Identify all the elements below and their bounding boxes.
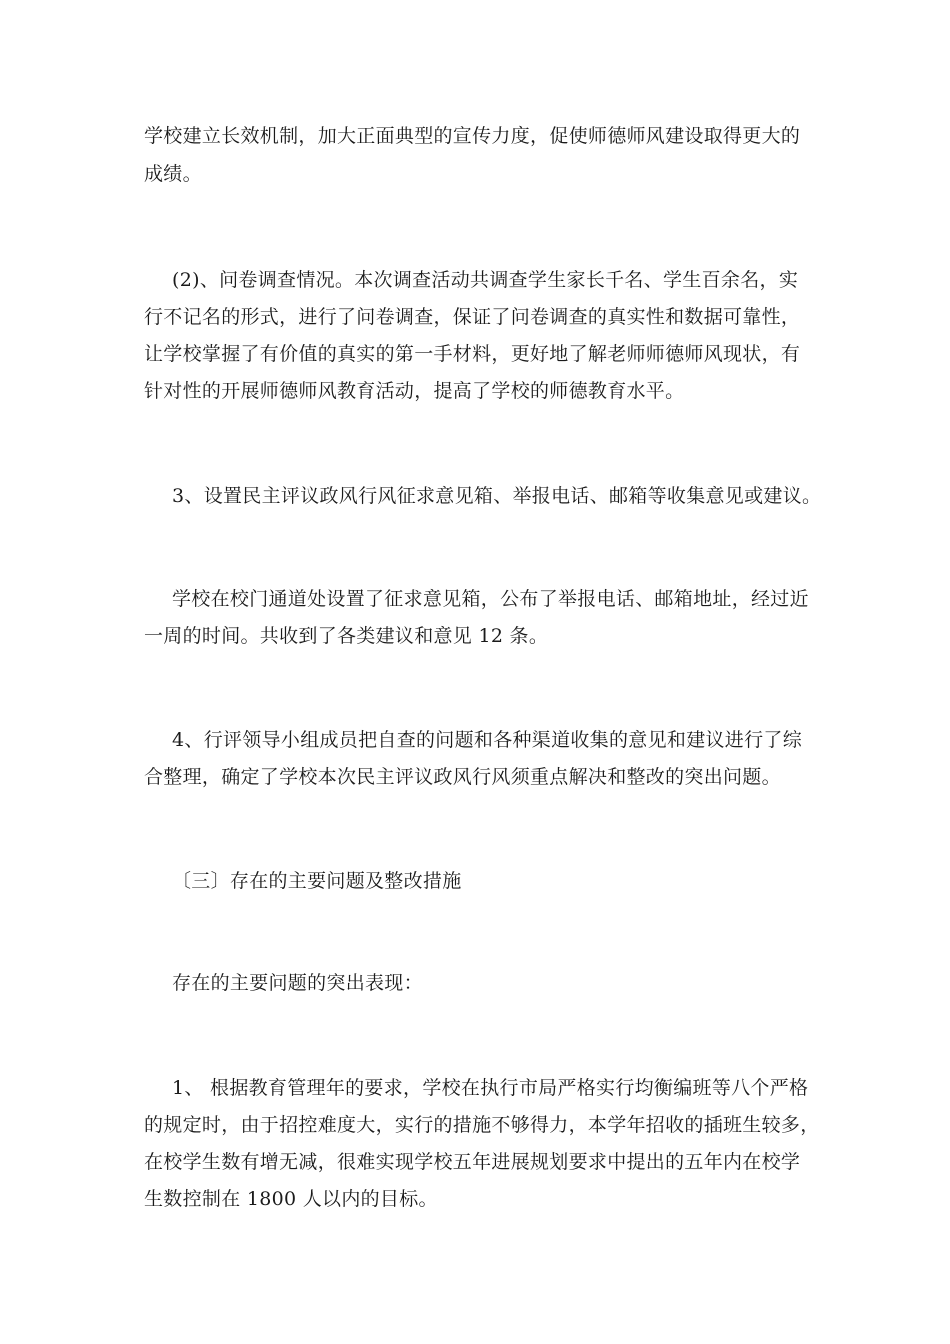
paragraph-line: 生数控制在 1800 人以内的目标。: [144, 1188, 438, 1210]
paragraph-line: 合整理，确定了学校本次民主评议政风行风须重点解决和整改的突出问题。: [144, 766, 781, 788]
paragraph-line: 学校建立长效机制，加大正面典型的宣传力度，促使师德师风建设取得更大的: [144, 125, 801, 147]
paragraph-line: 行不记名的形式，进行了问卷调查，保证了问卷调查的真实性和数据可靠性，: [144, 306, 801, 328]
section-heading: 〔三〕存在的主要问题及整改措施: [172, 870, 462, 892]
paragraph-line: (2)、问卷调查情况。本次调查活动共调查学生家长千名、学生百余名，实: [172, 269, 799, 291]
paragraph-line: 成绩。: [144, 163, 202, 185]
paragraph-line: 存在的主要问题的突出表现：: [172, 972, 423, 994]
paragraph-line: 的规定时，由于招控难度大，实行的措施不够得力，本学年招收的插班生较多，: [144, 1114, 820, 1136]
paragraph-line: 针对性的开展师德师风教育活动，提高了学校的师德教育水平。: [144, 380, 685, 402]
paragraph-line: 让学校掌握了有价值的真实的第一手材料，更好地了解老师师德师风现状，有: [144, 343, 801, 365]
paragraph-line: 1、 根据教育管理年的要求，学校在执行市局严格实行均衡编班等八个严格: [172, 1077, 809, 1099]
paragraph-line: 3、设置民主评议政风行风征求意见箱、举报电话、邮箱等收集意见或建议。: [172, 485, 822, 507]
paragraph-line: 一周的时间。共收到了各类建议和意见 12 条。: [144, 625, 549, 647]
paragraph-line: 4、行评领导小组成员把自查的问题和各种渠道收集的意见和建议进行了综: [172, 729, 802, 751]
paragraph-line: 学校在校门通道处设置了征求意见箱，公布了举报电话、邮箱地址，经过近: [172, 588, 809, 610]
paragraph-line: 在校学生数有增无减，很难实现学校五年进展规划要求中提出的五年内在校学: [144, 1151, 801, 1173]
